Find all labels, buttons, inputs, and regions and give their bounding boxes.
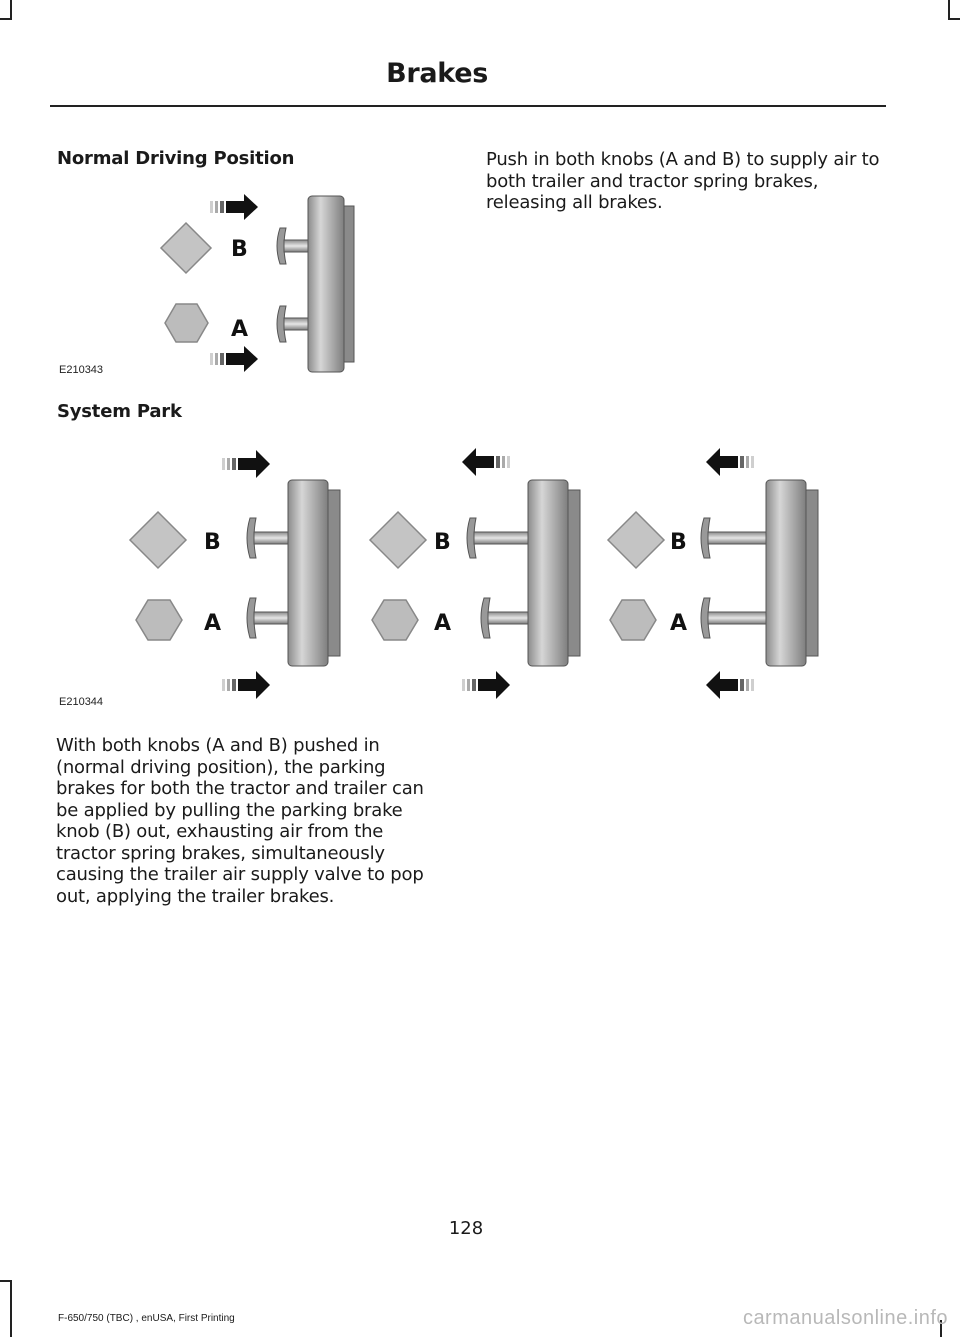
watermark: carmanualsonline.info [742,1307,948,1329]
knob-b-label: B [670,530,687,555]
arrow-right-icon [222,671,270,699]
crop-mark-top-right-horizontal [948,18,960,20]
crop-mark-bottom-left-horizontal [0,1280,12,1282]
park-panel-1 [130,450,340,699]
section-heading-normal-driving: Normal Driving Position [57,148,295,169]
arrow-right-icon [462,671,510,699]
knob-a-face-icon [610,600,656,640]
valve-body-icon [288,480,328,666]
knob-b-label: B [434,530,451,555]
knob-b-label: B [231,237,248,262]
knob-a-face-icon [372,600,418,640]
arrow-right-icon [222,450,270,478]
crop-mark-top-left-vertical [10,0,12,18]
crop-mark-top-left-horizontal [0,18,12,20]
knob-a-label: A [204,611,222,636]
knob-a-label: A [434,611,452,636]
brake-knob-diagram-park [118,440,848,710]
knob-b-face-icon [161,223,211,273]
figure-system-park [118,440,848,710]
arrow-left-icon [462,448,510,476]
figure-code-park: E210344 [59,696,104,708]
header-rule [50,105,886,107]
knob-a-face-icon [136,600,182,640]
page-number: 128 [448,1218,484,1239]
figure-normal-driving [150,188,370,380]
valve-body-icon [766,480,806,666]
brake-knob-diagram-normal [150,188,370,380]
park-panel-3 [608,448,818,699]
paragraph-system-park: With both knobs (A and B) pushed in (normal driving position), the parking brakes for both the tractor and trailer can be applied by pulling the parking brake knob (B) out, exhausting air from the tractor spring brakes, simultaneously causing the trailer air supply valve to pop out, applying the trailer brakes. [56,735,424,907]
park-panel-2 [370,448,580,699]
crop-mark-bottom-left-vertical [10,1280,12,1337]
valve-body-icon [528,480,568,666]
knob-b-face-icon [130,512,186,568]
paragraph-normal-driving: Push in both knobs (A and B) to supply air to both trailer and tractor spring brakes, releasing all brakes. [486,149,880,213]
figure-code-normal: E210343 [59,364,104,376]
publication-info: F-650/750 (TBC) , enUSA, First Printing [58,1313,235,1324]
knob-a-label: A [231,317,249,342]
knob-b-label: B [204,530,221,555]
knob-b-face-icon [370,512,426,568]
knob-a-label: A [670,611,688,636]
arrow-left-icon [706,448,754,476]
knob-b-side-icon [277,228,310,264]
arrow-right-icon [210,346,258,372]
knob-b-face-icon [608,512,664,568]
crop-mark-top-right-vertical [948,0,950,18]
valve-body-icon [308,196,344,372]
section-heading-system-park: System Park [57,401,182,422]
knob-a-face-icon [165,304,208,342]
arrow-left-icon [706,671,754,699]
arrow-right-icon [210,194,258,220]
knob-a-side-icon [277,306,310,342]
page-title: Brakes [386,58,488,89]
